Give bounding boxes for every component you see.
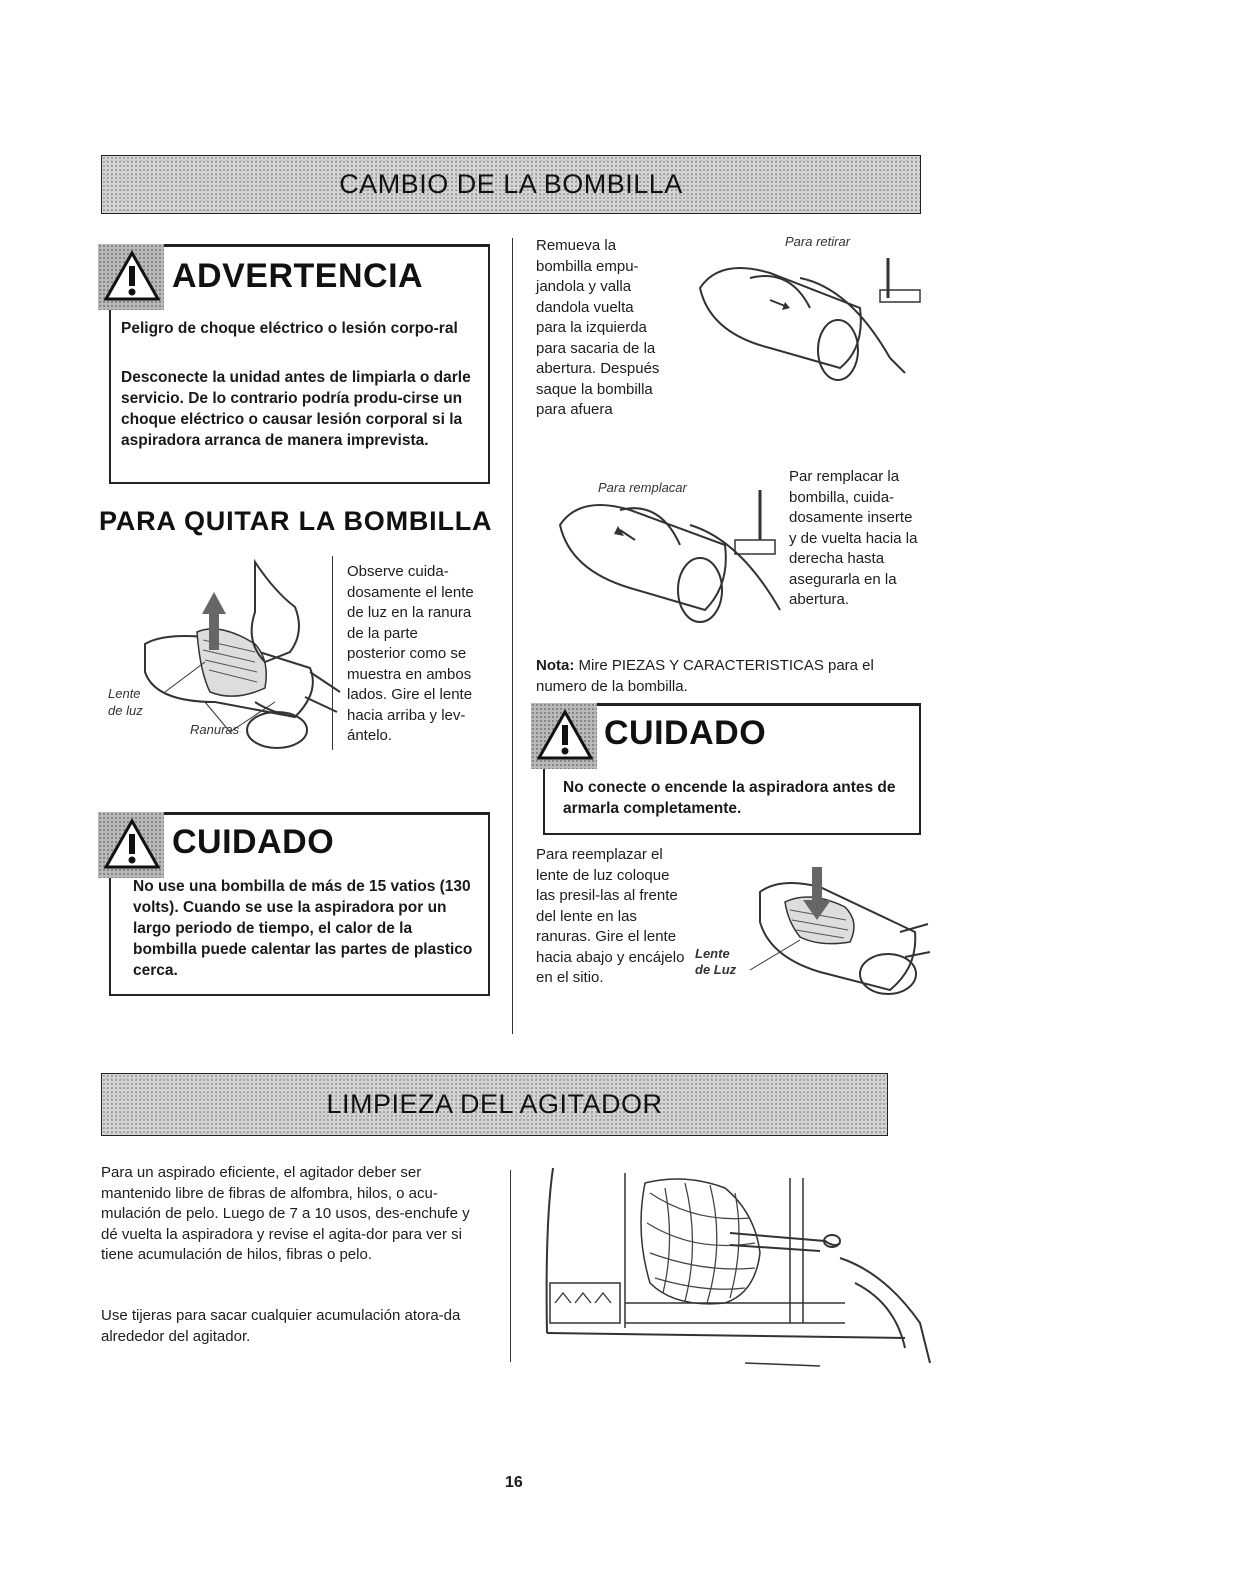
warning-text-1: Peligro de choque eléctrico o lesión corpo-ral (121, 320, 458, 337)
column-divider (512, 238, 513, 1034)
label-ranuras: Ranuras (190, 722, 240, 737)
lens-replace-text: Para reemplazar el lente de luz coloque las presil-las al frente del lente en las ranuras. Gire el lente hacia abajo y encájelo en el sitio. (536, 846, 685, 986)
agitator-text-2: Use tijeras para sacar cualquier acumulación atora-da alrededor del agitador. (101, 1307, 461, 1345)
divider (332, 556, 333, 750)
warning-triangle-icon (104, 818, 160, 870)
caption-para-retirar: Para retirar (785, 234, 851, 249)
replace-text: Par remplacar la bombilla, cuida-dosamente inserte y de vuelta hacia la derecha hasta asegurarla en la abertura. (789, 468, 918, 608)
section-banner-bulb (101, 155, 921, 214)
caution-text: No use una bombilla de más de 15 vatios (130 volts). Cuando se use la aspiradora por un largo periodo de tiempo, el calor de la bombilla puede calentar las partes de plastico cerca. (133, 878, 473, 979)
section-banner-agitator (101, 1073, 888, 1136)
caution-text: No conecte o encende la aspiradora antes de armarla completamente. (563, 779, 896, 817)
warning-triangle-icon (537, 709, 593, 761)
caution-heading: CUIDADO (172, 823, 335, 861)
label-lente: Lente (108, 686, 141, 701)
caution-heading: CUIDADO (604, 714, 767, 752)
caption-para-remplacar: Para remplacar (598, 480, 687, 495)
banner-title: CAMBIO DE LA BOMBILLA (339, 169, 683, 199)
remove-text: Remueva la bombilla empu-jandola y valla dandola vuelta para la izquierda para sacaria de la abertura. Después saque la bombilla para afuera (536, 237, 660, 418)
remove-instructions: Observe cuida-dosamente el lente de luz en la ranura de la parte posterior como se muestra en ambos lados. Gire el lente hacia arriba y lev-ántelo. (347, 563, 474, 744)
label-de-luz: de Luz (695, 962, 737, 977)
note-label: Nota: (536, 657, 575, 674)
divider (510, 1170, 511, 1362)
note-text: Mire PIEZAS Y CARACTERISTICAS para el numero de la bombilla. (536, 657, 874, 695)
banner-title: LIMPIEZA DEL AGITADOR (326, 1089, 663, 1119)
label-de-luz: de luz (108, 703, 143, 718)
agitator-text-1: Para un aspirado eficiente, el agitador deber ser mantenido libre de fibras de alfombra, hilos, o acu-mulación de pelo. Luego de 7 a 10 usos, des-enchufe y dé vuelta la aspiradora y revise el agita-dor para ver si tiene acumulación de hilos, fibras o pelo. (101, 1164, 470, 1263)
page-number: 16 (505, 1474, 523, 1491)
section-title-remove-bulb: PARA QUITAR LA BOMBILLA (99, 506, 493, 536)
label-lente: Lente (695, 946, 730, 961)
warning-text-2: Desconecte la unidad antes de limpiarla o darle servicio. De lo contrario podría produ-cirse un choque eléctrico o causar lesión corporal si la aspiradora arranca de manera imprevista. (121, 369, 471, 449)
warning-triangle-icon (104, 250, 160, 302)
warning-heading: ADVERTENCIA (172, 257, 424, 295)
note (536, 656, 921, 697)
